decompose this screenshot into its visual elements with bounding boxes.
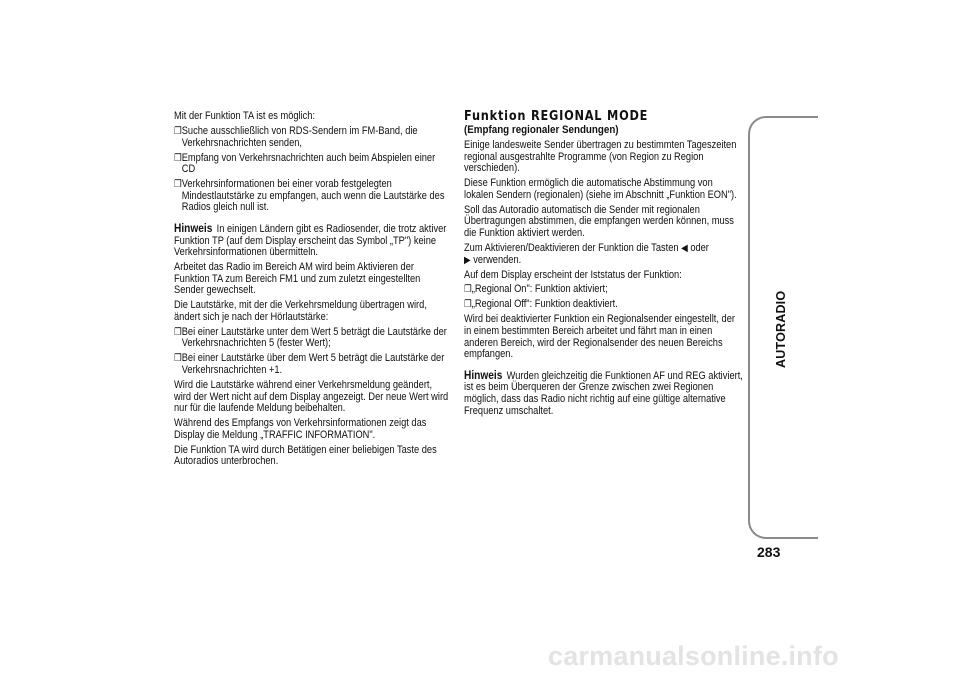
paragraph-status: Auf dem Display erscheint der Iststatus der Funktion: [464,268,682,281]
list-item-text: Bei einer Lautstärke unter dem Wert 5 beträgt die Lautstärke der Verkehrsnachrichten 5 (fester Wert); [181,325,447,350]
list-item [174,327,449,350]
right-column [464,111,744,421]
list-item [464,299,744,311]
paragraph-regional-buttons [464,243,744,266]
section-subheading: (Empfang regionaler Sendungen) [464,123,619,136]
left-column [174,111,449,471]
buttons-text-or: oder [690,241,709,254]
page-number: 283 [757,544,781,560]
list-item [174,179,449,214]
note-label: Hinweis [174,220,213,235]
list-item [174,353,449,376]
paragraph-regional-activate: Soll das Autoradio automatisch die Sender mit regionalen Übertragungen abstimmen, die empfangen werden können, muss die Funktion aktiviert werden. [464,203,734,239]
watermark: carmanualsonline.info [548,641,839,671]
section-tab-label: AUTORADIO [774,290,788,368]
note-label: Hinweis [464,367,503,382]
right-arrow-icon: ▶ [464,254,471,266]
list-item-text: „Regional Off": Funktion deaktiviert. [471,298,618,311]
paragraph-traffic-info: Während des Empfangs von Verkehrsinformationen zeigt das Display die Meldung „TRAFFIC INFORMATION". [174,417,427,441]
note-af-reg [464,367,744,417]
left-arrow-icon: ◀ [681,242,688,254]
note-text: In einigen Ländern gibt es Radiosender, die trotz aktiver Funktion TP (auf dem Display erscheint das Symbol „TP") keine Verkehrsinformationen übermitteln. [174,222,447,259]
paragraph-am-switch: Arbeitet das Radio im Bereich AM wird beim Aktivieren der Funktion TA zum Bereich FM1 und zum zuletzt eingestellten Sender gewechselt. [174,261,421,297]
paragraph-volume-change: Wird die Lautstärke während einer Verkehrsmeldung geändert, wird der Wert nicht auf dem Display angezeigt. Der neue Wert wird nur für die laufende Meldung beibehalten. [174,379,449,415]
ta-intro: Mit der Funktion TA ist es möglich: [174,110,316,122]
buttons-text-end: verwenden. [473,253,522,266]
list-item-text: Verkehrsinformationen bei einer vorab festgelegten Mindestlautstärke zu empfangen, auch wenn die Lautstärke des Radios gleich null ist. [181,178,445,214]
checkbox-bullet-icon: ❐ [174,125,182,137]
checkbox-bullet-icon: ❐ [174,326,182,338]
note-text: Wurden gleichzeitig die Funktionen AF und REG aktiviert, ist es beim Überqueren der Grenze zwischen zwei Regionen möglich, dass das Radio nicht richtig auf eine gültige alternative Frequenz umschaltet. [464,369,743,417]
list-item [174,153,449,176]
checkbox-bullet-icon: ❐ [174,152,182,164]
paragraph-volume: Die Lautstärke, mit der die Verkehrsmeldung übertragen wird, ändert sich je nach der Hörlautstärke: [174,299,427,323]
paragraph-regional-tuning: Diese Funktion ermöglich die automatische Abstimmung von lokalen Sendern (regionalen) (siehe im Abschnitt „Funktion EON"). [464,177,737,201]
list-item [174,126,449,149]
checkbox-bullet-icon: ❐ [174,179,182,191]
list-item-text: Suche ausschließlich von RDS-Sendern im FM-Band, die Verkehrsnachrichten senden, [181,124,418,149]
list-item [464,284,744,296]
note-tp [174,220,449,259]
list-item-text: Empfang von Verkehrsnachrichten auch beim Abspielen einer CD [181,151,436,176]
checkbox-bullet-icon: ❐ [464,284,472,296]
list-item-text: „Regional On": Funktion aktiviert; [471,283,608,296]
paragraph-regional-intro: Einige landesweite Sender übertragen zu bestimmten Tageszeiten regional ausgestrahlte Programme (von Region zu Region verschieden). [464,139,737,175]
checkbox-bullet-icon: ❐ [464,299,472,311]
section-heading: Funktion REGIONAL MODE [464,109,649,124]
buttons-text-start: Zum Aktivieren/Deaktivieren der Funktion die Tasten [464,241,679,254]
list-item-text: Bei einer Lautstärke über dem Wert 5 beträgt die Lautstärke der Verkehrsnachrichten +1. [181,352,445,377]
checkbox-bullet-icon: ❐ [174,353,182,365]
paragraph-ta-interrupt: Die Funktion TA wird durch Betätigen einer beliebigen Taste des Autoradios unterbrochen. [174,443,437,468]
paragraph-regional-deactivated: Wird bei deaktivierter Funktion ein Regionalsender eingestellt, der in einem bestimmten Bereich arbeitet und fährt man in einen anderen Bereich, wird der Regionalsender des neuen Bereichs empfangen. [464,313,735,361]
